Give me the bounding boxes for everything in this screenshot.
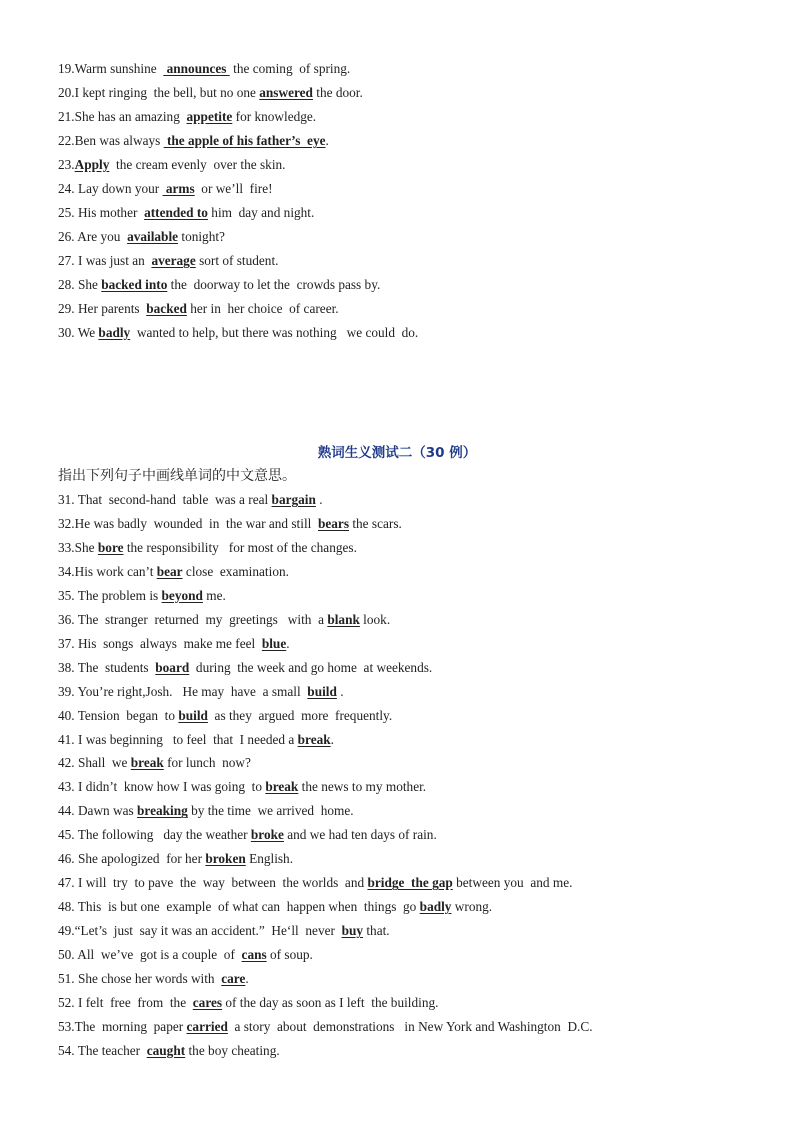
sentence-text: wanted to help, but there was nothing we could do. [130,325,419,340]
underlined-word: bore [97,539,124,555]
sentence-line [58,754,251,772]
sentence-line [58,994,438,1012]
sentence-text: the responsibility for most of the changes. [123,539,357,555]
sentence-line [58,563,289,581]
underlined-word: bear [156,563,183,579]
sentence-text: 21.She has an amazing [58,109,187,124]
sentence-line [58,802,354,820]
sentence-text: for knowledge. [232,109,317,124]
sentence-text: that. [363,923,390,939]
sentence-line [58,850,293,868]
underlined-word: break [297,731,331,747]
sentence-text: of soup. [266,947,313,963]
instruction: 指出下列句子中画线单词的中文意思。 [58,468,296,484]
sentence-text: 26. Are you [58,229,128,244]
sentence-text: 33.She [58,539,98,555]
sentence-line [58,611,390,629]
sentence-text: . [336,683,344,699]
sentence-text: 29. Her parents [58,301,147,316]
underlined-word: backed [146,301,187,316]
sentence-text: the news to my mother. [298,779,427,795]
sentence-line [58,491,323,509]
sentence-text: 48. This is but one example of what can happen when things go [58,899,420,915]
sentence-line [58,276,380,294]
underlined-word: appetite [186,109,233,124]
sentence-text: 39. You’re right,Josh. He may have a small [58,683,308,699]
sentence-text: the coming of spring. [229,61,351,76]
underlined-word: build [307,683,337,699]
underlined-word: build [178,707,208,723]
sentence-line [58,922,390,940]
underlined-word: carried [186,1018,228,1034]
sentence-text: 37. His songs always make me feel [58,635,262,651]
underlined-word: blue [261,635,287,651]
sentence-text: for lunch now? [163,755,251,771]
sentence-text: . [330,731,334,747]
sentence-text: 42. Shall we [58,755,131,771]
sentence-text: 54. The teacher [58,1042,147,1058]
sentence-text: 47. I will try to pave the way between the worlds and [58,875,368,891]
sentence-text: of the day as soon as I left the building. [222,994,439,1010]
sentence-line [58,659,432,677]
sentence-line [58,156,286,174]
sentence-line [58,683,344,701]
underlined-word: caught [146,1042,186,1058]
underlined-word: bears [317,515,350,531]
sentence-text: 41. I was beginning to feel that I needed a [58,731,298,747]
underlined-word: care [221,971,246,986]
sentence-text: the boy cheating. [185,1042,280,1058]
sentence-text: close examination. [182,563,289,579]
sentence-text: me. [202,587,226,603]
sentence-text: 38. The students [58,659,156,675]
underlined-word: Apply [74,157,110,172]
underlined-word: bridge the gap [367,875,453,891]
underlined-word: badly [98,325,131,340]
sentence-line [58,707,392,725]
sentence-text: as they argued more frequently. [207,707,393,723]
sentence-text: 46. She apologized for her [58,851,206,867]
sentence-text: the scars. [349,515,402,531]
sentence-line [58,132,329,150]
sentence-line [58,324,418,342]
sentence-text: 45. The following day the weather [58,827,251,843]
sentence-text: 30. We [58,325,99,340]
sentence-text: look. [359,611,391,627]
sentence-text: 22.Ben was always [58,133,164,148]
sentence-line [58,731,334,749]
sentence-text: . [286,635,290,651]
sentence-text: her in her choice of career. [186,301,339,316]
sentence-line [58,180,273,198]
sentence-text: 53.The morning paper [58,1018,187,1034]
sentence-text: and we had ten days of rain. [283,827,437,843]
sentence-line [58,228,225,246]
underlined-word: answered [259,85,313,100]
sentence-text: tonight? [178,229,225,244]
sentence-text: 31. That second-hand table was a real [58,492,272,507]
sentence-line [58,252,278,270]
underlined-word: bargain [271,492,316,507]
sentence-text: 51. She chose her words with [58,971,222,986]
underlined-word: broke [250,827,284,843]
underlined-word: available [127,229,179,244]
sentence-text: 20.I kept ringing the bell, but no one [58,85,260,100]
underlined-word: cares [192,994,223,1010]
sentence-text: 40. Tension began to [58,707,179,723]
underlined-word: badly [419,899,452,915]
sentence-text: between you and me. [452,875,573,891]
sentence-text: 36. The stranger returned my greetings with a [58,611,328,627]
sentence-line [58,587,226,605]
sentence-text: 25. His mother [58,205,145,220]
sentence-text: sort of student. [195,253,279,268]
sentence-text: 34.His work can’t [58,563,157,579]
underlined-word: board [155,659,190,675]
sentence-text: during the week and go home at weekends. [189,659,433,675]
sentence-line [58,60,350,78]
underlined-word: announces [163,61,230,76]
sentence-text: 28. She [58,277,102,292]
underlined-word: attended to [144,205,208,220]
sentence-line [58,874,572,892]
sentence-line [58,635,290,653]
sentence-line [58,1018,593,1036]
sentence-line [58,826,437,844]
underlined-word: break [265,779,299,795]
sentence-line [58,108,316,126]
sentence-text: 43. I didn’t know how I was going to [58,779,266,795]
sentence-line [58,515,402,533]
sentence-line [58,778,426,796]
sentence-line [58,539,357,557]
underlined-word: the apple of his father’s eye [163,133,326,148]
sentence-line [58,970,249,988]
sentence-text: 49.“Let’s just say it was an accident.” He‘ll never [58,923,342,939]
section-title: 熟词生义测试二（30 例） [317,445,477,461]
sentence-line [58,1042,280,1060]
sentence-text: the door. [312,85,363,100]
sentence-text: 35. The problem is [58,587,162,603]
sentence-line [58,300,339,318]
sentence-text: a story about demonstrations in New York and Washington D.C. [227,1018,593,1034]
sentence-text: 23. [58,157,75,172]
sentence-text: wrong. [451,899,493,915]
sentence-text: the doorway to let the crowds pass by. [167,277,381,292]
sentence-text: 50. All we’ve got is a couple of [58,947,242,963]
underlined-word: broken [205,851,246,867]
underlined-word: arms [162,181,195,196]
underlined-word: breaking [137,803,188,819]
sentence-line [58,898,492,916]
underlined-word: cans [241,947,267,963]
sentence-text: . [315,492,323,507]
underlined-word: blank [327,611,360,627]
underlined-word: backed into [101,277,168,292]
sentence-text: 44. Dawn was [58,803,138,819]
sentence-text: 19.Warm sunshine [58,61,164,76]
sentence-line [58,946,313,964]
sentence-text: 24. Lay down your [58,181,163,196]
sentence-text: 32.He was badly wounded in the war and still [58,515,318,531]
sentence-text: . [245,971,249,986]
sentence-text: by the time we arrived home. [187,803,354,819]
sentence-line [58,204,314,222]
sentence-text: . [325,133,329,148]
underlined-word: break [130,755,164,771]
sentence-text: the cream evenly over the skin. [109,157,286,172]
sentence-line [58,84,363,102]
sentence-text: him day and night. [207,205,315,220]
sentence-text: 52. I felt free from the [58,994,193,1010]
underlined-word: beyond [161,587,203,603]
sentence-text: English. [245,851,294,867]
underlined-word: buy [341,923,364,939]
underlined-word: average [151,253,196,268]
sentence-text: 27. I was just an [58,253,152,268]
sentence-text: or we’ll fire! [194,181,273,196]
